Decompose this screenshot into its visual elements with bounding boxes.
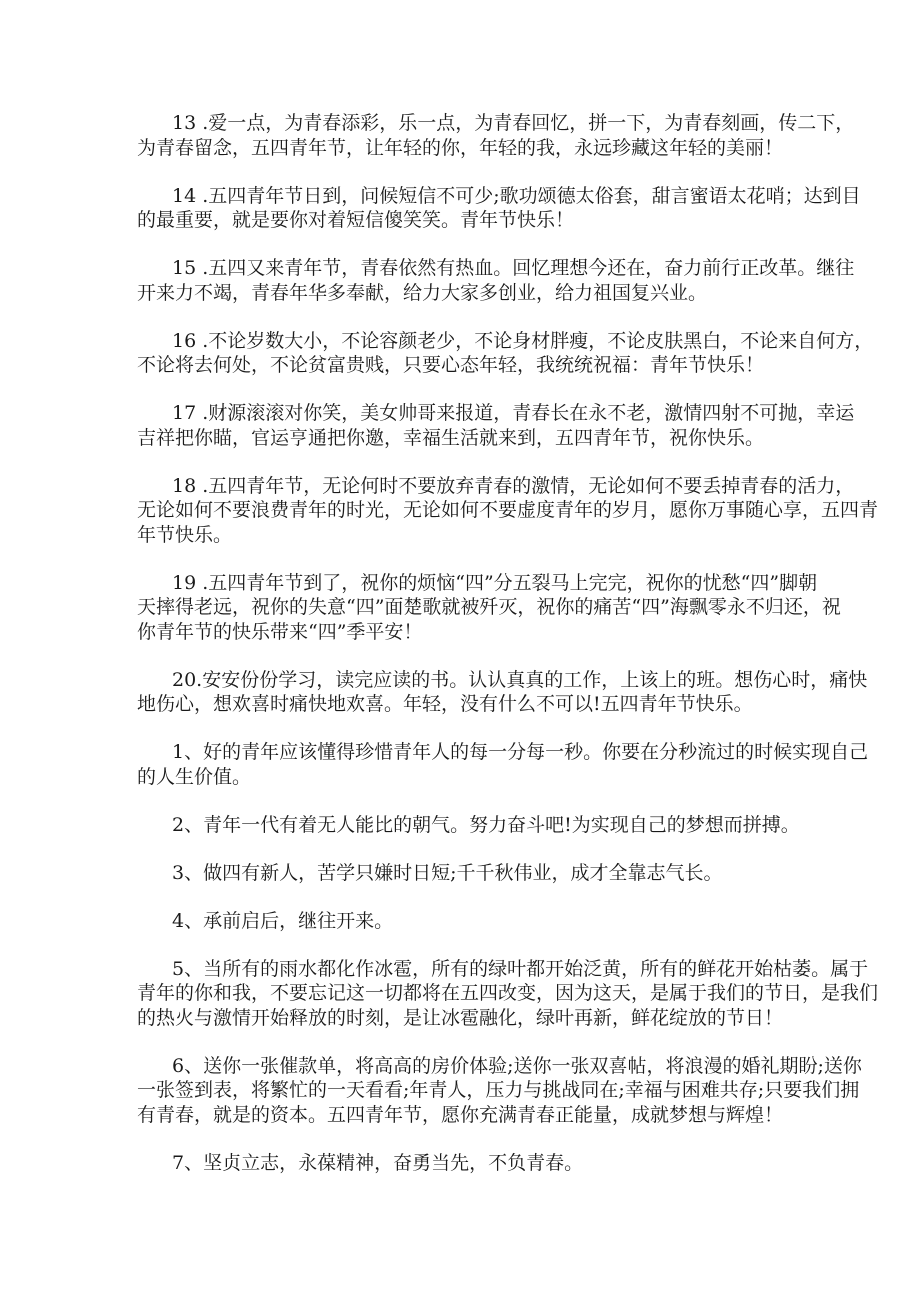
paragraph: [137, 957, 879, 1031]
paragraph-line: 的最重要，就是要你对着短信傻笑笑。青年节快乐！: [137, 209, 575, 231]
paragraph: [137, 861, 798, 886]
paragraph-line: 的人生价值。: [137, 765, 252, 788]
paragraph: [137, 668, 868, 717]
paragraph: [137, 111, 855, 160]
paragraph-line: 为青春留念，五四青年节，让年轻的你，年轻的我，永远珍藏这年轻的美丽！: [137, 136, 784, 159]
paragraph-line: 2、青年一代有着无人能比的朝气。努力奋斗吧!为实现自己的梦想而拼搏。: [172, 813, 800, 836]
paragraph: [137, 474, 879, 548]
paragraph: [137, 329, 874, 378]
paragraph-line: 你青年节的快乐带来“四”季平安！: [137, 620, 423, 643]
paragraph: [137, 184, 861, 233]
paragraph-line: 吉祥把你瞄，官运亨通把你邀，幸福生活就来到，五四青年节，祝你快乐。: [137, 426, 765, 449]
paragraph-line: 青年的你和我，不要忘记这一切都将在五四改变，因为这天，是属于我们的节日，是我们: [137, 982, 879, 1004]
paragraph: [137, 401, 855, 450]
paragraph-line: 17 .财源滚滚对你笑，美女帅哥来报道，青春长在永不老，激情四射不可抛，幸运: [172, 402, 855, 424]
paragraph: [137, 909, 798, 934]
paragraph: [137, 1054, 862, 1128]
paragraph-line: 地伤心，想欢喜时痛快地欢喜。年轻，没有什么不可以!五四青年节快乐。: [137, 693, 753, 715]
paragraph-line: 不论将去何处，不论贫富贵贱，只要心态年轻，我统统祝福：青年节快乐！: [137, 354, 765, 376]
paragraph-line: 3、做四有新人，苦学只嫌时日短;千千秋伟业，成才全靠志气长。: [172, 861, 723, 884]
paragraph-line: 7、坚贞立志，永葆精神，奋勇当先，不负青春。: [172, 1151, 584, 1174]
paragraph-line: 18 .五四青年节，无论何时不要放弃青春的激情，无论如何不要丢掉青春的活力，: [172, 474, 855, 497]
paragraph-line: 15 .五四又来青年节，青春依然有热血。回忆理想今还在，奋力前行正改革。继往: [172, 257, 855, 279]
paragraph-line: 无论如何不要浪费青年的时光，无论如何不要虚度青年的岁月，愿你万事随心享，五四青: [137, 499, 879, 521]
paragraph-line: 14 .五四青年节日到，问候短信不可少;歌功颂德太俗套，甜言蜜语太花哨；达到目: [172, 184, 861, 207]
paragraph-line: 1、好的青年应该懂得珍惜青年人的每一分每一秒。你要在分秒流过的时候实现自己: [172, 741, 869, 763]
paragraph-line: 13 .爱一点，为青春添彩，乐一点，为青春回忆，拼一下，为青春刻画，传二下，: [172, 112, 855, 134]
paragraph: [137, 571, 841, 645]
document-body: [137, 111, 879, 1199]
paragraph-line: 有青春，就是的资本。五四青年节，愿你充满青春正能量，成就梦想与辉煌！: [137, 1103, 784, 1126]
paragraph-line: 20.安安份份学习，读完应读的书。认认真真的工作，上该上的班。想伤心时，痛快: [172, 668, 868, 691]
paragraph-line: 6、送你一张催款单，将高高的房价体验;送你一张双喜帖，将浪漫的婚礼期盼;送你: [172, 1054, 862, 1077]
paragraph-line: 19 .五四青年节到了，祝你的烦恼“四”分五裂马上完完，祝你的忧愁“四”脚朝: [172, 571, 818, 594]
paragraph: [137, 256, 855, 305]
paragraph-line: 一张签到表，将繁忙的一天看看;年青人，压力与挑战同在;幸福与困难共存;只要我们拥: [137, 1079, 860, 1101]
paragraph: [137, 1151, 798, 1176]
paragraph-line: 年节快乐。: [137, 523, 233, 546]
paragraph-line: 的热火与激情开始释放的时刻，是让冰雹融化，绿叶再新，鲜花绽放的节日！: [137, 1006, 784, 1029]
paragraph: [137, 740, 869, 789]
paragraph-line: 4、承前启后，继往开来。: [172, 909, 394, 932]
paragraph-line: 5、当所有的雨水都化作冰雹，所有的绿叶都开始泛黄，所有的鲜花开始枯萎。属于: [172, 957, 869, 980]
paragraph: [137, 813, 798, 838]
paragraph-line: 天摔得老远，祝你的失意“四”面楚歌就被歼灭，祝你的痛苦“四”海飘零永不归还，祝: [137, 596, 841, 618]
paragraph-line: 16 .不论岁数大小，不论容颜老少，不论身材胖瘦，不论皮肤黑白，不论来自何方，: [172, 329, 874, 352]
paragraph-line: 开来力不竭，青春年华多奉献，给力大家多创业，给力祖国复兴业。: [137, 281, 708, 304]
